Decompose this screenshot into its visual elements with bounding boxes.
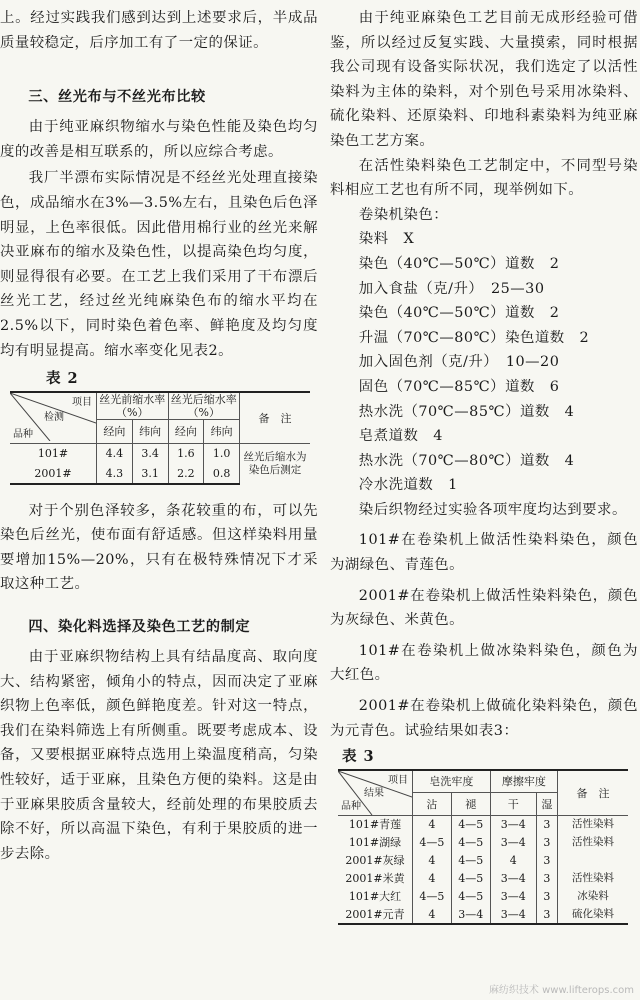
paragraph-intro: 由于纯亚麻织物缩水与染色性能及染色均匀度的改善是相互联系的，所以应综合考虑。 xyxy=(0,119,318,160)
table-3 xyxy=(330,745,638,925)
paragraph-101-reactive: 101#在卷染机上做活性染料染色，颜色为湖绿色、青莲色。 xyxy=(330,532,638,574)
paragraph-2001-sulphur: 2001#在卷染机上做硫化染料染色，颜色为元青色。试验结果如表3： xyxy=(330,698,638,739)
process-step: 染色（40℃—50℃）道数 2 xyxy=(358,305,560,322)
table-row: 2001#米黄 4 4—5 3—4 3 活性染料 xyxy=(338,870,628,888)
process-step: 升温（70℃—80℃）染色道数 2 xyxy=(358,329,590,346)
watermark: 麻纺织技术 www.lifterops.com xyxy=(488,985,634,996)
paragraph-dye-then-mercerize: 对于个别色泽较多，条花较重的布，可以先染色后丝光，使布面有舒适感。但这样染料用量要增加15%—20%，只有在极特殊情况下才采取这种工艺。 xyxy=(0,502,318,593)
process-step: 加入食盐（克/升） 25—30 xyxy=(358,280,545,297)
table-row: 101# 4.4 3.4 1.6 1.0 丝光后缩水为染色后测定 xyxy=(10,444,310,464)
table-2-corner xyxy=(10,392,97,444)
table-3-caption: 表 3 xyxy=(342,748,375,766)
table-row: 101#青莲 4 4—5 3—4 3 活性染料 xyxy=(338,816,628,834)
table-2-grid xyxy=(10,391,310,485)
table-2 xyxy=(0,367,318,485)
table-row: 101#大红 4—5 4—5 3—4 3 冰染料 xyxy=(338,888,628,906)
paragraph-fastness-ok: 染后织物经过实验各项牢度均达到要求。 xyxy=(358,501,627,518)
table-3-col-wash: 皂洗牢度 xyxy=(413,770,491,793)
paragraph-101-azoic: 101#在卷染机上做冰染料染色，颜色为大红色。 xyxy=(330,642,638,684)
table-2-warp-before: 经向 xyxy=(97,420,133,444)
table-3-col-rub: 摩擦牢度 xyxy=(490,770,557,793)
table-2-weft-after: 纬向 xyxy=(204,420,240,444)
table-2-corner-variety: 品种 xyxy=(13,429,33,441)
table-3-corner xyxy=(338,770,413,816)
paragraph-process-plan: 由于纯亚麻染色工艺目前无成形经验可借鉴，所以经过反复实践、大量摸索，同时根据我公司现有设备实际状况，我们选定了以活性染料为主体的染料，对个别色号采用冰染料、硫化染料、还原染料、印地科素染料为纯亚麻染色工艺方案。 xyxy=(330,10,638,149)
process-step: 染色（40℃—50℃）道数 2 xyxy=(358,255,560,272)
section-heading-4: 四、染化料选择及染色工艺的制定 xyxy=(28,619,251,635)
table-row: 2001# 4.3 3.1 2.2 0.8 xyxy=(10,464,310,484)
process-title: 卷染机染色： xyxy=(358,206,449,223)
table-3-grid: 项目 结果 品种 皂洗牢度 摩擦牢度 备 注 沾 褪 干 湿 101#青莲 4 4—5 3—4 3 活性染料 101#湖绿 4—5 4—5 3—4 3 活性染料 2001#灰绿 4 4—5 4 3 2001#米黄 4 4—5 3—4 3 活性染料 101#大红 4—5 4—5 3—4 3 冰染料 2001#元青 4 3—4 3—4 3 硫化染料 xyxy=(338,769,628,925)
table-row: 2001#灰绿 4 4—5 4 3 xyxy=(338,852,628,870)
section-heading-3: 三、丝光布与不丝光布比较 xyxy=(28,89,206,106)
table-row: 2001#元青 4 3—4 3—4 3 硫化染料 xyxy=(338,906,628,924)
paragraph-continuation: 上。经过实践我们感到达到上述要求后，半成品质量较稳定，后序加工有了一定的保证。 xyxy=(0,10,318,51)
process-step: 染料 X xyxy=(358,231,415,248)
table-2-weft-before: 纬向 xyxy=(132,420,168,444)
table-2-note: 丝光后缩水为染色后测定 xyxy=(240,444,311,484)
table-3-corner-result: 结果 xyxy=(364,788,384,800)
process-step: 固色（70℃—85℃）道数 6 xyxy=(358,378,560,395)
table-2-warp-after: 经向 xyxy=(168,420,204,444)
table-3-corner-variety: 品种 xyxy=(341,801,361,813)
table-3-col-note: 备 注 xyxy=(558,770,629,816)
table-2-col-after: 丝光后缩水率 （%） xyxy=(168,392,240,420)
paragraph-2001-reactive: 2001#在卷染机上做活性染料染色，颜色为灰绿色、米黄色。 xyxy=(330,587,638,629)
paragraph-reactive-dye: 在活性染料染色工艺制定中，不同型号染料相应工艺也有所不同，现举例如下。 xyxy=(330,157,638,199)
process-step: 加入固色剂（克/升） 10—20 xyxy=(358,354,560,371)
table-2-caption: 表 2 xyxy=(46,370,79,388)
table-3-corner-item: 项目 xyxy=(388,775,408,787)
right-column xyxy=(330,0,638,925)
process-steps xyxy=(330,227,638,498)
paragraph-shrinkage: 我厂半漂布实际情况是不经丝光处理直接染色，成品缩水在3%—3.5%左右，且染色后色泽明显，上色率很低。因此借用棉行业的丝光来解决亚麻布的缩水及染色性，以提高染色均匀度，则显得很有必要。在工艺上我们采用了干布漂后丝光工艺，经过丝光纯麻染色布的缩水平均在2.5%以下，同时染色着色率、鲜艳度及均匀度均有明显提高。缩水率变化见表2。 xyxy=(0,170,318,359)
paragraph-dye-selection: 由于亚麻织物结构上具有结晶度高、取向度大、结构紧密，倾角小的特点，因而决定了亚麻织物上色率低，颜色鲜艳度差。针对这一特点，我们在染料筛选上有所侧重。既要考虑成本、设备，又要根据亚麻特点选用上染温度稍高，匀染性较好，适于亚麻，且染色方便的染料。这是由于亚麻果胶质含量较大，经前处理的布果胶质去除不好，所以高温下染色，有利于果胶质的进一步去除。 xyxy=(0,649,318,862)
table-2-corner-item: 项目 xyxy=(72,397,92,409)
process-step: 皂煮道数 4 xyxy=(358,428,443,445)
table-2-corner-check: 检测 xyxy=(44,412,64,424)
process-step: 热水洗（70℃—80℃）道数 4 xyxy=(358,452,575,469)
table-row: 101#湖绿 4—5 4—5 3—4 3 活性染料 xyxy=(338,834,628,852)
table-2-col-before: 丝光前缩水率 （%） xyxy=(97,392,169,420)
left-column xyxy=(0,0,318,866)
process-step: 冷水洗道数 1 xyxy=(358,477,458,494)
process-step: 热水洗（70℃—85℃）道数 4 xyxy=(358,403,575,420)
table-2-col-note: 备 注 xyxy=(240,392,311,444)
